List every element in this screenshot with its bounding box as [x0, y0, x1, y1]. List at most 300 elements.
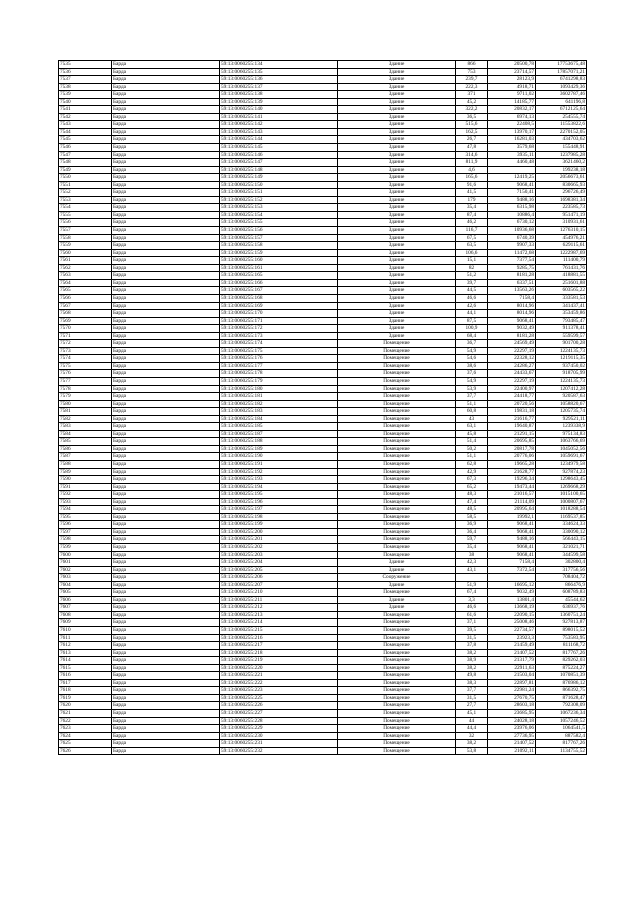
unit-value-cell: 7377,54: [488, 257, 536, 265]
object-type-cell: Здание: [338, 257, 456, 265]
record-number-cell: 7578: [59, 385, 112, 393]
object-type-cell: Помещение: [338, 536, 456, 544]
area-cell: 65,2: [456, 483, 488, 491]
cadastral-number-cell: 59:13:0060255:214: [220, 619, 338, 627]
cadastral-number-cell: 59:13:0060255:180: [220, 385, 338, 393]
object-type-cell: Помещение: [338, 355, 456, 363]
cadastral-number-cell: 59:13:0060255:167: [220, 287, 338, 295]
object-type-cell: Здание: [338, 204, 456, 212]
record-number-cell: 7553: [59, 196, 112, 204]
settlement-cell: Барда: [112, 687, 220, 695]
unit-value-cell: 22400,97: [488, 385, 536, 393]
area-cell: 54,9: [456, 377, 488, 385]
table-row: [59, 430, 587, 438]
cadastral-value-cell: 829262,03: [536, 657, 587, 665]
table-row: [59, 423, 587, 431]
settlement-cell: Барда: [112, 340, 220, 348]
table-row: [59, 581, 587, 589]
settlement-cell: Барда: [112, 740, 220, 748]
object-type-cell: Здание: [338, 249, 456, 257]
record-number-cell: 7614: [59, 657, 112, 665]
cadastral-number-cell: 59:13:0060255:192: [220, 468, 338, 476]
cadastral-number-cell: 59:13:0060255:149: [220, 174, 338, 182]
area-cell: 222,3: [456, 83, 488, 91]
cadastral-value-cell: 3602787,46: [536, 91, 587, 99]
object-type-cell: Здание: [338, 98, 456, 106]
table-row: [59, 559, 587, 567]
record-number-cell: 7604: [59, 581, 112, 589]
record-number-cell: 7625: [59, 740, 112, 748]
settlement-cell: Барда: [112, 98, 220, 106]
object-type-cell: Здание: [338, 332, 456, 340]
cadastral-value-cell: 1207412,28: [536, 385, 587, 393]
cadastral-value-cell: 418881,55: [536, 272, 587, 280]
cadastral-number-cell: 59:13:0060255:174: [220, 340, 338, 348]
cadastral-number-cell: 59:13:0060255:173: [220, 332, 338, 340]
record-number-cell: 7551: [59, 181, 112, 189]
record-number-cell: 7565: [59, 287, 112, 295]
object-type-cell: Здание: [338, 581, 456, 589]
object-type-cell: Здание: [338, 234, 456, 242]
unit-value-cell: 24569,49: [488, 340, 536, 348]
unit-value-cell: 24028,18: [488, 717, 536, 725]
cadastral-number-cell: 59:13:0060255:179: [220, 377, 338, 385]
cadastral-value-cell: 817767,26: [536, 649, 587, 657]
object-type-cell: Здание: [338, 68, 456, 76]
cadastral-value-cell: 559599,57: [536, 332, 587, 340]
record-number-cell: 7586: [59, 445, 112, 453]
object-type-cell: Помещение: [338, 430, 456, 438]
object-type-cell: Здание: [338, 166, 456, 174]
area-cell: 38,6: [456, 362, 488, 370]
unit-value-cell: 9068,41: [488, 551, 536, 559]
unit-value-cell: 9488,16: [488, 536, 536, 544]
object-type-cell: Здание: [338, 317, 456, 325]
object-type-cell: Здание: [338, 61, 456, 69]
unit-value-cell: 23714,57: [488, 68, 536, 76]
settlement-cell: Барда: [112, 468, 220, 476]
area-cell: 15,1: [456, 257, 488, 265]
table-row: [59, 649, 587, 657]
area-cell: 41,5: [456, 189, 488, 197]
record-number-cell: 7592: [59, 491, 112, 499]
cadastral-value-cell: 317756,56: [536, 566, 587, 574]
table-row: [59, 521, 587, 529]
unit-value-cell: 6740,39: [488, 234, 536, 242]
object-type-cell: Здание: [338, 83, 456, 91]
cadastral-value-cell: 454976,21: [536, 234, 587, 242]
cadastral-number-cell: 59:13:0060255:178: [220, 370, 338, 378]
object-type-cell: Помещение: [338, 627, 456, 635]
unit-value-cell: 10936,68: [488, 227, 536, 235]
property-register-table: [58, 60, 587, 755]
record-number-cell: 7550: [59, 174, 112, 182]
area-cell: 68,4: [456, 332, 488, 340]
area-cell: 38,9: [456, 657, 488, 665]
settlement-cell: Барда: [112, 438, 220, 446]
settlement-cell: Барда: [112, 385, 220, 393]
object-type-cell: Здание: [338, 325, 456, 333]
record-number-cell: 7570: [59, 325, 112, 333]
unit-value-cell: 8014,96: [488, 310, 536, 318]
cadastral-value-cell: 975134,83: [536, 430, 587, 438]
table-row: [59, 83, 587, 91]
cadastral-number-cell: 59:13:0060255:148: [220, 166, 338, 174]
settlement-cell: Барда: [112, 679, 220, 687]
table-row: [59, 476, 587, 484]
object-type-cell: Помещение: [338, 710, 456, 718]
settlement-cell: Барда: [112, 611, 220, 619]
area-cell: 49,8: [456, 672, 488, 680]
object-type-cell: Помещение: [338, 619, 456, 627]
area-cell: 42,6: [456, 302, 488, 310]
object-type-cell: Помещение: [338, 611, 456, 619]
area-cell: 42,9: [456, 468, 488, 476]
unit-value-cell: 20995,64: [488, 506, 536, 514]
unit-value-cell: [488, 574, 536, 582]
settlement-cell: Барда: [112, 423, 220, 431]
settlement-cell: Барда: [112, 83, 220, 91]
record-number-cell: 7589: [59, 468, 112, 476]
table-row: [59, 370, 587, 378]
cadastral-value-cell: 608789,83: [536, 589, 587, 597]
settlement-cell: Барда: [112, 159, 220, 167]
unit-value-cell: 7150,41: [488, 189, 536, 197]
record-number-cell: 7545: [59, 136, 112, 144]
area-cell: 67,4: [456, 589, 488, 597]
settlement-cell: Барда: [112, 310, 220, 318]
record-number-cell: 7552: [59, 189, 112, 197]
cadastral-value-cell: 876986,12: [536, 679, 587, 687]
cadastral-number-cell: 59:13:0060255:204: [220, 559, 338, 567]
cadastral-value-cell: 603565,22: [536, 287, 587, 295]
area-cell: 59,7: [456, 536, 488, 544]
table-row: [59, 747, 587, 755]
cadastral-value-cell: 811168,72: [536, 642, 587, 650]
cadastral-value-cell: 793485,47: [536, 317, 587, 325]
area-cell: 37,7: [456, 687, 488, 695]
settlement-cell: Барда: [112, 144, 220, 152]
area-cell: 45,8: [456, 430, 488, 438]
cadastral-value-cell: 1000807,67: [536, 498, 587, 506]
area-cell: 51,1: [456, 400, 488, 408]
table-row: [59, 619, 587, 627]
area-cell: 54,9: [456, 347, 488, 355]
cadastral-value-cell: 434703,62: [536, 136, 587, 144]
cadastral-value-cell: 641196,8: [536, 98, 587, 106]
area-cell: 62,8: [456, 460, 488, 468]
settlement-cell: Барда: [112, 370, 220, 378]
settlement-cell: Барда: [112, 181, 220, 189]
cadastral-number-cell: 59:13:0060255:213: [220, 611, 338, 619]
unit-value-cell: 22408,5: [488, 121, 536, 129]
object-type-cell: Здание: [338, 219, 456, 227]
unit-value-cell: 6315,98: [488, 204, 536, 212]
cadastral-number-cell: 59:13:0060255:183: [220, 408, 338, 416]
record-number-cell: 7560: [59, 249, 112, 257]
unit-value-cell: 21114,09: [488, 498, 536, 506]
area-cell: 36,7: [456, 340, 488, 348]
table-row: [59, 98, 587, 106]
table-row: [59, 347, 587, 355]
cadastral-number-cell: 59:13:0060255:206: [220, 574, 338, 582]
area-cell: 100,9: [456, 325, 488, 333]
record-number-cell: 7568: [59, 310, 112, 318]
record-number-cell: 7573: [59, 347, 112, 355]
record-number-cell: 7564: [59, 279, 112, 287]
table-row: [59, 506, 587, 514]
object-type-cell: Помещение: [338, 415, 456, 423]
record-number-cell: 7580: [59, 400, 112, 408]
unit-value-cell: 22297,19: [488, 347, 536, 355]
unit-value-cell: 11472,68: [488, 249, 536, 257]
area-cell: 162,5: [456, 128, 488, 136]
area-cell: 42,3: [456, 559, 488, 567]
unit-value-cell: 27670,75: [488, 694, 536, 702]
object-type-cell: Помещение: [338, 589, 456, 597]
table-row: [59, 634, 587, 642]
cadastral-number-cell: 59:13:0060255:169: [220, 302, 338, 310]
table-row: [59, 257, 587, 265]
table-row: [59, 272, 587, 280]
settlement-cell: Барда: [112, 264, 220, 272]
table-row: [59, 408, 587, 416]
cadastral-number-cell: 59:13:0060255:187: [220, 430, 338, 438]
table-row: [59, 189, 587, 197]
cadastral-value-cell: 911378,41: [536, 325, 587, 333]
unit-value-cell: 28123,9: [488, 76, 536, 84]
object-type-cell: Помещение: [338, 468, 456, 476]
table-row: [59, 302, 587, 310]
settlement-cell: Барда: [112, 604, 220, 612]
settlement-cell: Барда: [112, 672, 220, 680]
area-cell: 53,8: [456, 747, 488, 755]
object-type-cell: Помещение: [338, 657, 456, 665]
settlement-cell: Барда: [112, 400, 220, 408]
record-number-cell: 7606: [59, 596, 112, 604]
unit-value-cell: 9068,41: [488, 544, 536, 552]
area-cell: 87,4: [456, 211, 488, 219]
table-row: [59, 627, 587, 635]
settlement-cell: Барда: [112, 732, 220, 740]
cadastral-number-cell: 59:13:0060255:137: [220, 83, 338, 91]
unit-value-cell: 21291,15: [488, 430, 536, 438]
settlement-cell: Барда: [112, 76, 220, 84]
table-row: [59, 574, 587, 582]
object-type-cell: Помещение: [338, 642, 456, 650]
cadastral-number-cell: 59:13:0060255:194: [220, 483, 338, 491]
table-row: [59, 227, 587, 235]
unit-value-cell: 21407,52: [488, 649, 536, 657]
cadastral-value-cell: 1045052,56: [536, 445, 587, 453]
area-cell: 179: [456, 196, 488, 204]
settlement-cell: Барда: [112, 362, 220, 370]
area-cell: 82: [456, 264, 488, 272]
area-cell: 38,2: [456, 649, 488, 657]
record-number-cell: 7588: [59, 460, 112, 468]
record-number-cell: 7587: [59, 453, 112, 461]
cadastral-value-cell: 321021,71: [536, 544, 587, 552]
area-cell: 515,6: [456, 121, 488, 129]
table-row: [59, 264, 587, 272]
object-type-cell: Здание: [338, 76, 456, 84]
settlement-cell: Барда: [112, 242, 220, 250]
table-row: [59, 377, 587, 385]
record-number-cell: 7594: [59, 506, 112, 514]
unit-value-cell: 19296,34: [488, 476, 536, 484]
record-number-cell: 7539: [59, 91, 112, 99]
cadastral-number-cell: 59:13:0060255:176: [220, 355, 338, 363]
area-cell: 36,9: [456, 521, 488, 529]
settlement-cell: Барда: [112, 596, 220, 604]
object-type-cell: Здание: [338, 181, 456, 189]
record-number-cell: 7555: [59, 211, 112, 219]
settlement-cell: Барда: [112, 279, 220, 287]
unit-value-cell: 20695,85: [488, 438, 536, 446]
record-number-cell: 7566: [59, 294, 112, 302]
object-type-cell: Помещение: [338, 679, 456, 687]
settlement-cell: Барда: [112, 257, 220, 265]
record-number-cell: 7577: [59, 377, 112, 385]
object-type-cell: Здание: [338, 227, 456, 235]
cadastral-number-cell: 59:13:0060255:228: [220, 717, 338, 725]
area-cell: 314,6: [456, 151, 488, 159]
settlement-cell: Барда: [112, 476, 220, 484]
area-cell: 87,5: [456, 317, 488, 325]
cadastral-number-cell: 59:13:0060255:158: [220, 242, 338, 250]
table-row: [59, 211, 587, 219]
record-number-cell: 7605: [59, 589, 112, 597]
settlement-cell: Барда: [112, 272, 220, 280]
record-number-cell: 7618: [59, 687, 112, 695]
area-cell: 31,5: [456, 634, 488, 642]
cadastral-value-cell: 1205735,74: [536, 408, 587, 416]
area-cell: 811,9: [456, 159, 488, 167]
table-row: [59, 68, 587, 76]
cadastral-value-cell: 1234979,58: [536, 460, 587, 468]
settlement-cell: Барда: [112, 317, 220, 325]
cadastral-number-cell: 59:13:0060255:203: [220, 551, 338, 559]
unit-value-cell: [488, 166, 536, 174]
table-row: [59, 687, 587, 695]
settlement-cell: Барда: [112, 408, 220, 416]
area-cell: 46,6: [456, 604, 488, 612]
area-cell: 39,7: [456, 279, 488, 287]
object-type-cell: Здание: [338, 264, 456, 272]
cadastral-value-cell: 875224,27: [536, 664, 587, 672]
cadastral-value-cell: 636937,76: [536, 604, 587, 612]
cadastral-value-cell: 1239338,9: [536, 423, 587, 431]
record-number-cell: 7591: [59, 483, 112, 491]
settlement-cell: Барда: [112, 174, 220, 182]
unit-value-cell: 4918,71: [488, 83, 536, 91]
cadastral-number-cell: 59:13:0060255:171: [220, 317, 338, 325]
unit-value-cell: 7372,54: [488, 566, 536, 574]
unit-value-cell: 23923,3: [488, 634, 536, 642]
cadastral-value-cell: 871628,47: [536, 694, 587, 702]
area-cell: 753: [456, 68, 488, 76]
settlement-cell: Барда: [112, 536, 220, 544]
object-type-cell: Помещение: [338, 694, 456, 702]
record-number-cell: 7607: [59, 604, 112, 612]
area-cell: 67,5: [456, 234, 488, 242]
area-cell: 51,1: [456, 453, 488, 461]
record-number-cell: 7574: [59, 355, 112, 363]
unit-value-cell: 22090,15: [488, 611, 536, 619]
cadastral-number-cell: 59:13:0060255:138: [220, 91, 338, 99]
area-cell: 61,6: [456, 611, 488, 619]
settlement-cell: Барда: [112, 506, 220, 514]
object-type-cell: Помещение: [338, 445, 456, 453]
cadastral-number-cell: 59:13:0060255:139: [220, 98, 338, 106]
cadastral-value-cell: 254555,74: [536, 113, 587, 121]
object-type-cell: Здание: [338, 136, 456, 144]
area-cell: 39,5: [456, 627, 488, 635]
unit-value-cell: 9068,41: [488, 528, 536, 536]
area-cell: 63,1: [456, 423, 488, 431]
table-row: [59, 453, 587, 461]
object-type-cell: Здание: [338, 91, 456, 99]
cadastral-value-cell: 6741298,83: [536, 76, 587, 84]
table-row: [59, 144, 587, 152]
table-row: [59, 174, 587, 182]
unit-value-cell: 23976,06: [488, 725, 536, 733]
unit-value-cell: 9032,49: [488, 589, 536, 597]
cadastral-number-cell: 59:13:0060255:156: [220, 227, 338, 235]
object-type-cell: Помещение: [338, 664, 456, 672]
area-cell: 58,5: [456, 513, 488, 521]
object-type-cell: Помещение: [338, 551, 456, 559]
record-number-cell: 7549: [59, 166, 112, 174]
table-row: [59, 438, 587, 446]
cadastral-number-cell: 59:13:0060255:144: [220, 136, 338, 144]
settlement-cell: Барда: [112, 574, 220, 582]
area-cell: 27,7: [456, 702, 488, 710]
cadastral-number-cell: 59:13:0060255:198: [220, 513, 338, 521]
cadastral-value-cell: 708404,72: [536, 574, 587, 582]
unit-value-cell: 9907,33: [488, 242, 536, 250]
cadastral-number-cell: 59:13:0060255:142: [220, 121, 338, 129]
unit-value-cell: 22734,57: [488, 627, 536, 635]
table-row: [59, 219, 587, 227]
cadastral-number-cell: 59:13:0060255:193: [220, 476, 338, 484]
record-number-cell: 7575: [59, 362, 112, 370]
settlement-cell: Барда: [112, 460, 220, 468]
object-type-cell: Здание: [338, 596, 456, 604]
settlement-cell: Барда: [112, 657, 220, 665]
cadastral-value-cell: 17753675,48: [536, 61, 587, 69]
unit-value-cell: 16695,12: [488, 581, 536, 589]
cadastral-number-cell: 59:13:0060255:175: [220, 347, 338, 355]
area-cell: 32: [456, 732, 488, 740]
record-number-cell: 7608: [59, 611, 112, 619]
cadastral-value-cell: 296726,49: [536, 189, 587, 197]
cadastral-number-cell: 59:13:0060255:211: [220, 596, 338, 604]
cadastral-value-cell: 927874,23: [536, 468, 587, 476]
record-number-cell: 7558: [59, 234, 112, 242]
table-row: [59, 151, 587, 159]
unit-value-cell: 19992,1: [488, 513, 536, 521]
area-cell: 38: [456, 551, 488, 559]
cadastral-value-cell: 1219115,35: [536, 355, 587, 363]
unit-value-cell: 21616,77: [488, 415, 536, 423]
cadastral-number-cell: 59:13:0060255:166: [220, 279, 338, 287]
settlement-cell: Барда: [112, 559, 220, 567]
record-number-cell: 7603: [59, 574, 112, 582]
cadastral-number-cell: 59:13:0060255:210: [220, 589, 338, 597]
cadastral-number-cell: 59:13:0060255:205: [220, 566, 338, 574]
area-cell: 48,3: [456, 491, 488, 499]
